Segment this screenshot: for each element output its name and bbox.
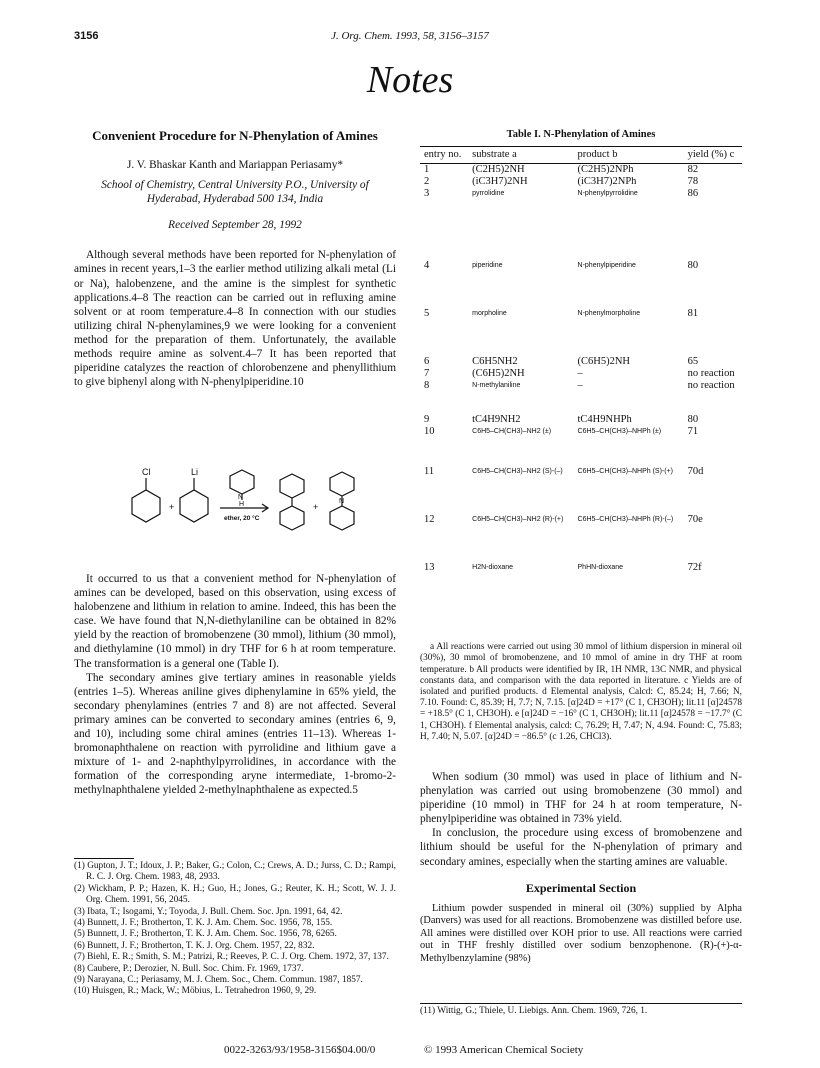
entry-cell: 11 bbox=[424, 466, 435, 478]
table-row bbox=[420, 188, 742, 260]
yield-cell: 65 bbox=[687, 356, 699, 368]
article-code: 0022-3263/93/1958-3156$04.00/0 bbox=[224, 1044, 376, 1056]
experimental-paragraph: Lithium powder suspended in mineral oil (30%) supplied by Alpha (Danvers) was used for all reactions. Bromobenzene was distilled before use. All amines were distilled over KOH prior to use. All reactions were carried out in THF freshly distilled over sodium benzophenone. (R)-(+)-α-Methylbenzylamine (98%) bbox=[420, 902, 742, 964]
product-cell: – bbox=[577, 368, 583, 380]
table-block bbox=[420, 128, 742, 743]
reference: (8) Caubere, P.; Derozier, N. Bull. Soc. Chim. Fr. 1969, 1737. bbox=[74, 963, 304, 974]
entry-cell: 12 bbox=[424, 514, 435, 526]
substrate-structure: morpholine bbox=[472, 310, 507, 318]
substrate-structure: pyrrolidine bbox=[472, 190, 505, 198]
results-table bbox=[420, 146, 742, 616]
svg-text:+: + bbox=[313, 502, 319, 512]
product-structure: C6H5–CH(CH3)–NHPh (R)-(–) bbox=[577, 516, 674, 524]
reference: (2) Wickham, P. P.; Hazen, K. H.; Guo, H.; Jones, G.; Reuter, K. H.; Scott, W. J. J. Org. Chem. 1991, 56, 2045. bbox=[74, 883, 396, 906]
column-header: yield (%) c bbox=[684, 147, 742, 164]
svg-text:N: N bbox=[339, 498, 345, 505]
svg-text:N: N bbox=[238, 494, 244, 501]
reaction-scheme bbox=[110, 462, 370, 562]
column-header: product b bbox=[574, 147, 684, 164]
benzene-ring bbox=[180, 490, 208, 522]
table-row bbox=[420, 562, 742, 616]
yield-cell: 70e bbox=[687, 514, 703, 526]
substrate-cell: (C6H5)2NH bbox=[472, 368, 525, 380]
left-column-lower bbox=[74, 572, 396, 798]
left-column bbox=[74, 128, 396, 389]
received-date: Received September 28, 1992 bbox=[168, 219, 302, 232]
product-cell: – bbox=[577, 380, 583, 392]
reference: (3) Ibata, T.; Isogami, Y.; Toyoda, J. Bull. Chem. Soc. Jpn. 1991, 64, 42. bbox=[74, 906, 343, 917]
product-structure: PhHN-dioxane bbox=[577, 564, 624, 572]
piperidine-ring bbox=[330, 472, 354, 496]
authors: J. V. Bhaskar Kanth and Mariappan Periasamy* bbox=[126, 159, 344, 171]
svg-text:H: H bbox=[239, 501, 245, 508]
affiliation: School of Chemistry, Central University P.O., University of Hyderabad, Hyderabad 500 134, India bbox=[101, 179, 369, 206]
reference: (9) Narayana, C.; Periasamy, M. J. Chem. Soc., Chem. Commun. 1987, 1857. bbox=[74, 975, 363, 986]
journal-header: J. Org. Chem. 1993, 58, 3156–3157 bbox=[331, 30, 489, 42]
reference-right: (11) Wittig, G.; Thiele, U. Liebigs. Ann. Chem. 1969, 726, 1. bbox=[420, 1006, 648, 1016]
footnote-divider bbox=[74, 858, 134, 859]
yield-cell: 70d bbox=[687, 466, 704, 478]
substrate-structure: piperidine bbox=[472, 262, 503, 270]
benzene-ring bbox=[330, 506, 354, 530]
entry-cell: 3 bbox=[424, 188, 430, 200]
table-row bbox=[420, 260, 742, 308]
svg-text:Li: Li bbox=[191, 467, 199, 477]
yield-cell: 82 bbox=[687, 164, 699, 176]
table-row bbox=[420, 414, 742, 426]
product-structure: N-phenylpyrrolidine bbox=[577, 190, 638, 198]
substrate-cell: tC4H9NH2 bbox=[472, 414, 521, 426]
substrate-structure: C6H5–CH(CH3)–NH2 (S)-(–) bbox=[472, 468, 563, 476]
reference: (1) Gupton, J. T.; Idoux, J. P.; Baker, G.; Colon, C.; Crews, A. D.; Jurss, C. D.; Rampi, R. C. J. Org. Chem. 1983, 48, 2933. bbox=[74, 861, 396, 883]
table-row bbox=[420, 514, 742, 562]
product-structure: C6H5–CH(CH3)–NHPh (S)-(+) bbox=[577, 468, 674, 476]
svg-text:Cl: Cl bbox=[142, 467, 151, 477]
reference: (10) Huisgen, R.; Mack, W.; Möbius, L. Tetrahedron 1960, 9, 29. bbox=[74, 986, 317, 997]
sodium-paragraph: When sodium (30 mmol) was used in place of lithium and N-phenylation was carried out using bromobenzene (30 mmol) and piperidine (10 mmol) in THF for 24 h at room temperature, N-phenylpiperidine was obtained in 73% yield. bbox=[420, 771, 742, 826]
reference: (4) Bunnett, J. F.; Brotherton, T. K. J. Am. Chem. Soc. 1956, 78, 155. bbox=[74, 918, 333, 929]
benzene-ring bbox=[280, 506, 304, 530]
copyright: © 1993 American Chemical Society bbox=[424, 1044, 584, 1056]
substrate-cell: C6H5NH2 bbox=[472, 356, 518, 368]
column-header: entry no. bbox=[420, 147, 468, 164]
discussion-paragraph: The secondary amines give tertiary amines in reasonable yields (entries 1–5). Whereas aniline gives diphenylamine in 65% yield, the secondary phenylamines (entries 7 and 8) are not affected. Several primary amines can be converted to secondary amines (entries 6, 9, and 10), including some chiral amines (entries 11–13). Whereas 1-bromonaphthalene on reaction with pyrrolidine and lithium gave a mixture of 1- and 2-naphthylpyrrolidines, in accordance with the formation of the corresponding aryne intermediate, 1-bromo-2-methylnaphthalene yielded 2-methylnaphthalene as expected.5 bbox=[74, 671, 396, 797]
substrate-structure: N-methylaniline bbox=[472, 382, 521, 390]
intro-paragraph: Although several methods have been reported for N-phenylation of amines in recent years,1–3 the earlier method utilizing alkali metal (Li or Na), halobenzene, and the amine is the simplest for synthetic applications.4–8 The reaction can be carried out in refluxing amine solvent or at room temperature.4–8 In connection with our studies utilizing chiral N-phenylamines,9 we were looking for a convenient method for the preparation of them. Unfortunately, the available methods require amine as solvent.4–7 It has been reported that piperidine catalyzes the reaction of chlorobenzene and phenyllithium to give biphenyl along with N-phenylpiperidine.10 bbox=[74, 249, 396, 389]
product-structure: C6H5–CH(CH3)–NHPh (±) bbox=[577, 428, 662, 436]
entry-cell: 7 bbox=[424, 368, 430, 380]
reference: (7) Biehl, E. R.; Smith, S. M.; Patrizi, R.; Reeves, P. C. J. Org. Chem. 1972, 37, 137. bbox=[74, 952, 389, 963]
footnote-divider bbox=[420, 1003, 742, 1004]
section-title: Notes bbox=[366, 59, 454, 101]
product-structure: N-phenylpiperidine bbox=[577, 262, 636, 270]
yield-cell: 86 bbox=[687, 188, 699, 200]
table-row bbox=[420, 176, 742, 188]
right-column-text bbox=[420, 770, 742, 965]
product-structure: N-phenylmorpholine bbox=[577, 310, 641, 318]
article-title: Convenient Procedure for N-Phenylation of Amines bbox=[92, 128, 378, 143]
benzene-ring bbox=[132, 490, 160, 522]
entry-cell: 1 bbox=[424, 164, 430, 176]
yield-cell: no reaction bbox=[687, 380, 735, 392]
references-left bbox=[74, 861, 396, 998]
entry-cell: 13 bbox=[424, 562, 435, 574]
product-cell: (iC3H7)2NPh bbox=[577, 176, 637, 188]
entry-cell: 8 bbox=[424, 380, 430, 392]
substrate-structure: H2N-dioxane bbox=[472, 564, 513, 572]
substrate-cell: (C2H5)2NH bbox=[472, 164, 525, 176]
yield-cell: 81 bbox=[687, 308, 699, 320]
substrate-structure: C6H5–CH(CH3)–NH2 (±) bbox=[472, 428, 552, 436]
yield-cell: 80 bbox=[687, 260, 699, 272]
entry-cell: 10 bbox=[424, 426, 435, 438]
entry-cell: 4 bbox=[424, 260, 430, 272]
page-number: 3156 bbox=[74, 30, 99, 42]
product-cell: (C6H5)2NH bbox=[577, 356, 631, 368]
table-row bbox=[420, 356, 742, 368]
svg-text:+: + bbox=[169, 502, 175, 512]
table-row bbox=[420, 368, 742, 380]
table-row bbox=[420, 308, 742, 356]
benzene-ring bbox=[280, 474, 304, 498]
table-row bbox=[420, 380, 742, 414]
substrate-cell: (iC3H7)2NH bbox=[472, 176, 528, 188]
reference: (5) Bunnett, J. F.; Brotherton, T. K. J. Am. Chem. Soc. 1956, 78, 6265. bbox=[74, 929, 337, 940]
yield-cell: 80 bbox=[687, 414, 699, 426]
scheme-condition: ether, 20 °C bbox=[224, 515, 260, 522]
table-row bbox=[420, 426, 742, 466]
entry-cell: 2 bbox=[424, 176, 430, 188]
yield-cell: 71 bbox=[687, 426, 699, 438]
entry-cell: 6 bbox=[424, 356, 430, 368]
yield-cell: 78 bbox=[687, 176, 699, 188]
table-row bbox=[420, 164, 742, 177]
table-footnote: a All reactions were carried out using 30 mmol of lithium dispersion in mineral oil (30%), 30 mmol of bromobenzene, and 10 mmol of amine in dry THF at room temperature. b All products were identified by IR, 1H NMR, 13C NMR, and physical constants data, and comparison with the data reported in literature. c Yields are of isolated and purified products. d Elemental analysis, Calcd: C, 85.24; H, 7.66; N, 7.10. Found: C, 85.39; H, 7.7; N, 7.15. [α]24D = +17° (C 1, CH3OH); lit.11 [α]24578 = +18.5° (C 1, CH3OH). e [α]24D = −16° (C 1, CH3OH); lit.11 [α]24578 = −17.7° (C 1, CH3OH). f Elemental analysis, calcd: C, 76.29; H, 7.47; N, 4.94. Found: C, 75.83; H, 7.40; N, 5.07. [α]24D = −86.5° (c 1.26, CHCl3). bbox=[420, 642, 742, 742]
entry-cell: 5 bbox=[424, 308, 430, 320]
product-cell: tC4H9NHPh bbox=[577, 414, 632, 426]
reference: (6) Bunnett, J. F.; Brotherton, T. K. J. Org. Chem. 1957, 22, 832. bbox=[74, 940, 315, 951]
column-header: substrate a bbox=[468, 147, 573, 164]
product-cell: (C2H5)2NPh bbox=[577, 164, 634, 176]
results-paragraph: It occurred to us that a convenient method for N-phenylation of amines can be developed, based on this observation, using excess of halobenzene and lithium in relation to amine. Indeed, this has been the case. We have found that N,N-diethylaniline can be obtained in 82% yield by the reaction of bromobenzene (30 mmol), lithium (30 mmol), and diethylamine (10 mmol) in dry THF for 6 h at room temperature. The transformation is a general one (Table I). bbox=[74, 573, 396, 670]
yield-cell: 72f bbox=[687, 562, 702, 574]
entry-cell: 9 bbox=[424, 414, 430, 426]
experimental-heading: Experimental Section bbox=[525, 880, 637, 895]
yield-cell: no reaction bbox=[687, 368, 735, 380]
conclusion-paragraph: In conclusion, the procedure using excess of bromobenzene and lithium should be useful for the N-phenylation of primary and secondary amines, especially when the starting amines are valuable. bbox=[420, 827, 742, 868]
substrate-structure: C6H5–CH(CH3)–NH2 (R)-(+) bbox=[472, 516, 564, 524]
piperidine-ring bbox=[230, 470, 254, 494]
table-caption: Table I. N-Phenylation of Amines bbox=[506, 129, 656, 140]
table-row bbox=[420, 466, 742, 514]
